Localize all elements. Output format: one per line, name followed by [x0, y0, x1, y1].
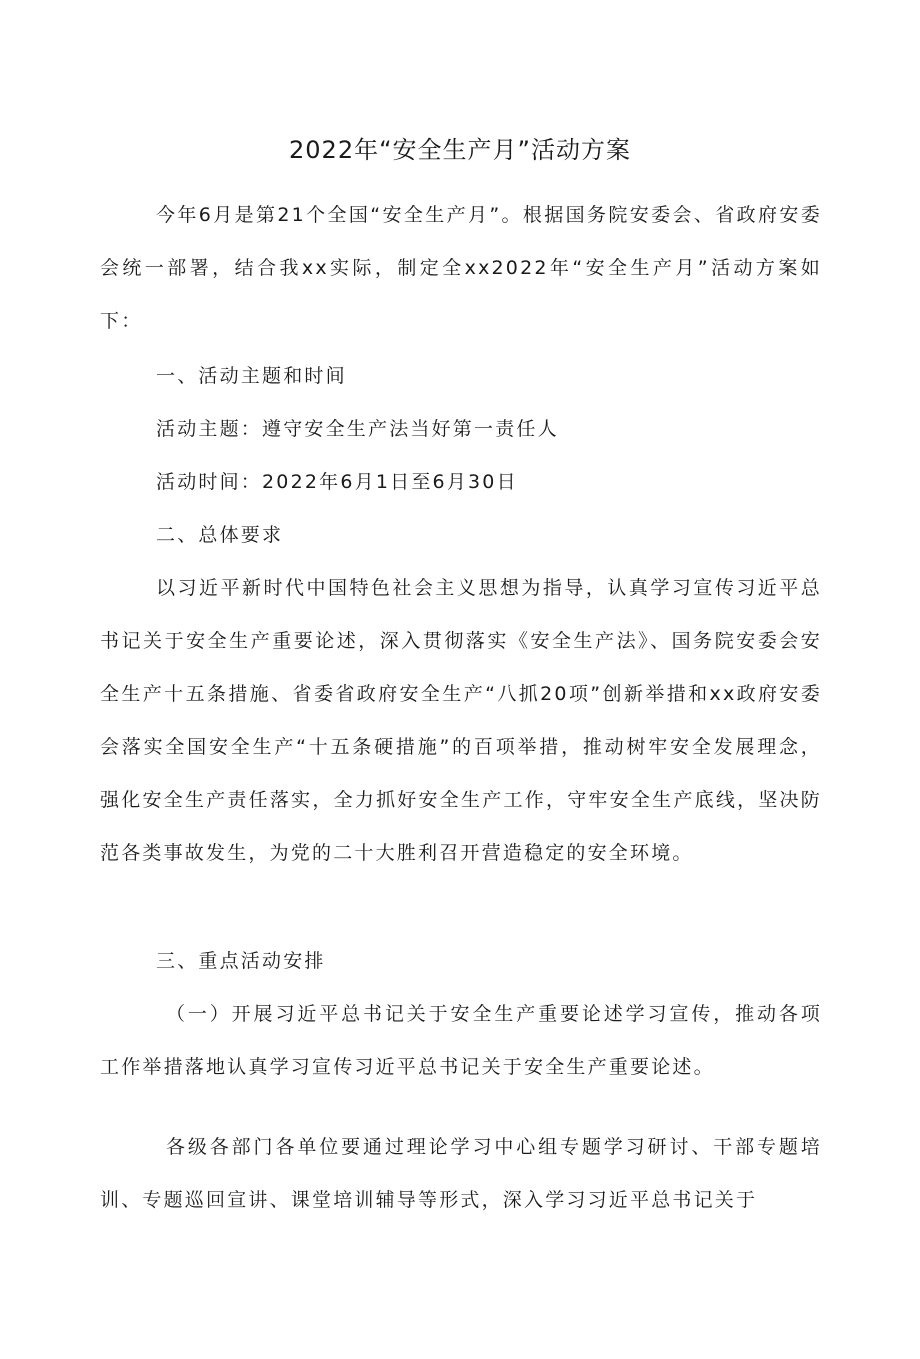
activity-time: 活动时间：2022年6月1日至6月30日: [156, 471, 518, 493]
document-title: 2022年“安全生产月”活动方案: [289, 136, 631, 164]
intro-paragraph: 今年6月是第21个全国“安全生产月”。根据国务院安委会、省政府安委会统一部署，结合我xx实际，制定全xx2022年“安全生产月”活动方案如下：: [100, 204, 822, 332]
final-paragraph: 各级各部门各单位要通过理论学习中心组专题学习研讨、干部专题培训、专题巡回宣讲、课堂培训辅导等形式，深入学习习近平总书记关于: [100, 1136, 822, 1211]
activity-theme: 活动主题：遵守安全生产法当好第一责任人: [156, 418, 559, 440]
section-heading-requirements: 二、总体要求: [156, 524, 284, 546]
section-heading-key-activities: 三、重点活动安排: [156, 950, 326, 972]
requirements-paragraph: 以习近平新时代中国特色社会主义思想为指导，认真学习宣传习近平总书记关于安全生产重要论述，深入贯彻落实《安全生产法》、国务院安委会安全生产十五条措施、省委省政府安全生产“八抓20项”创新举措和xx政府安委会落实全国安全生产“十五条硬措施”的百项举措，推动树牢安全发展理念，强化安全生产责任落实，全力抓好安全生产工作，守牢安全生产底线，坚决防范各类事故发生，为党的二十大胜利召开营造稳定的安全环境。: [100, 577, 822, 864]
subsection-one: （一）开展习近平总书记关于安全生产重要论述学习宣传，推动各项工作举措落地认真学习宣传习近平总书记关于安全生产重要论述。: [100, 1003, 822, 1078]
section-heading-theme-time: 一、活动主题和时间: [156, 365, 347, 387]
